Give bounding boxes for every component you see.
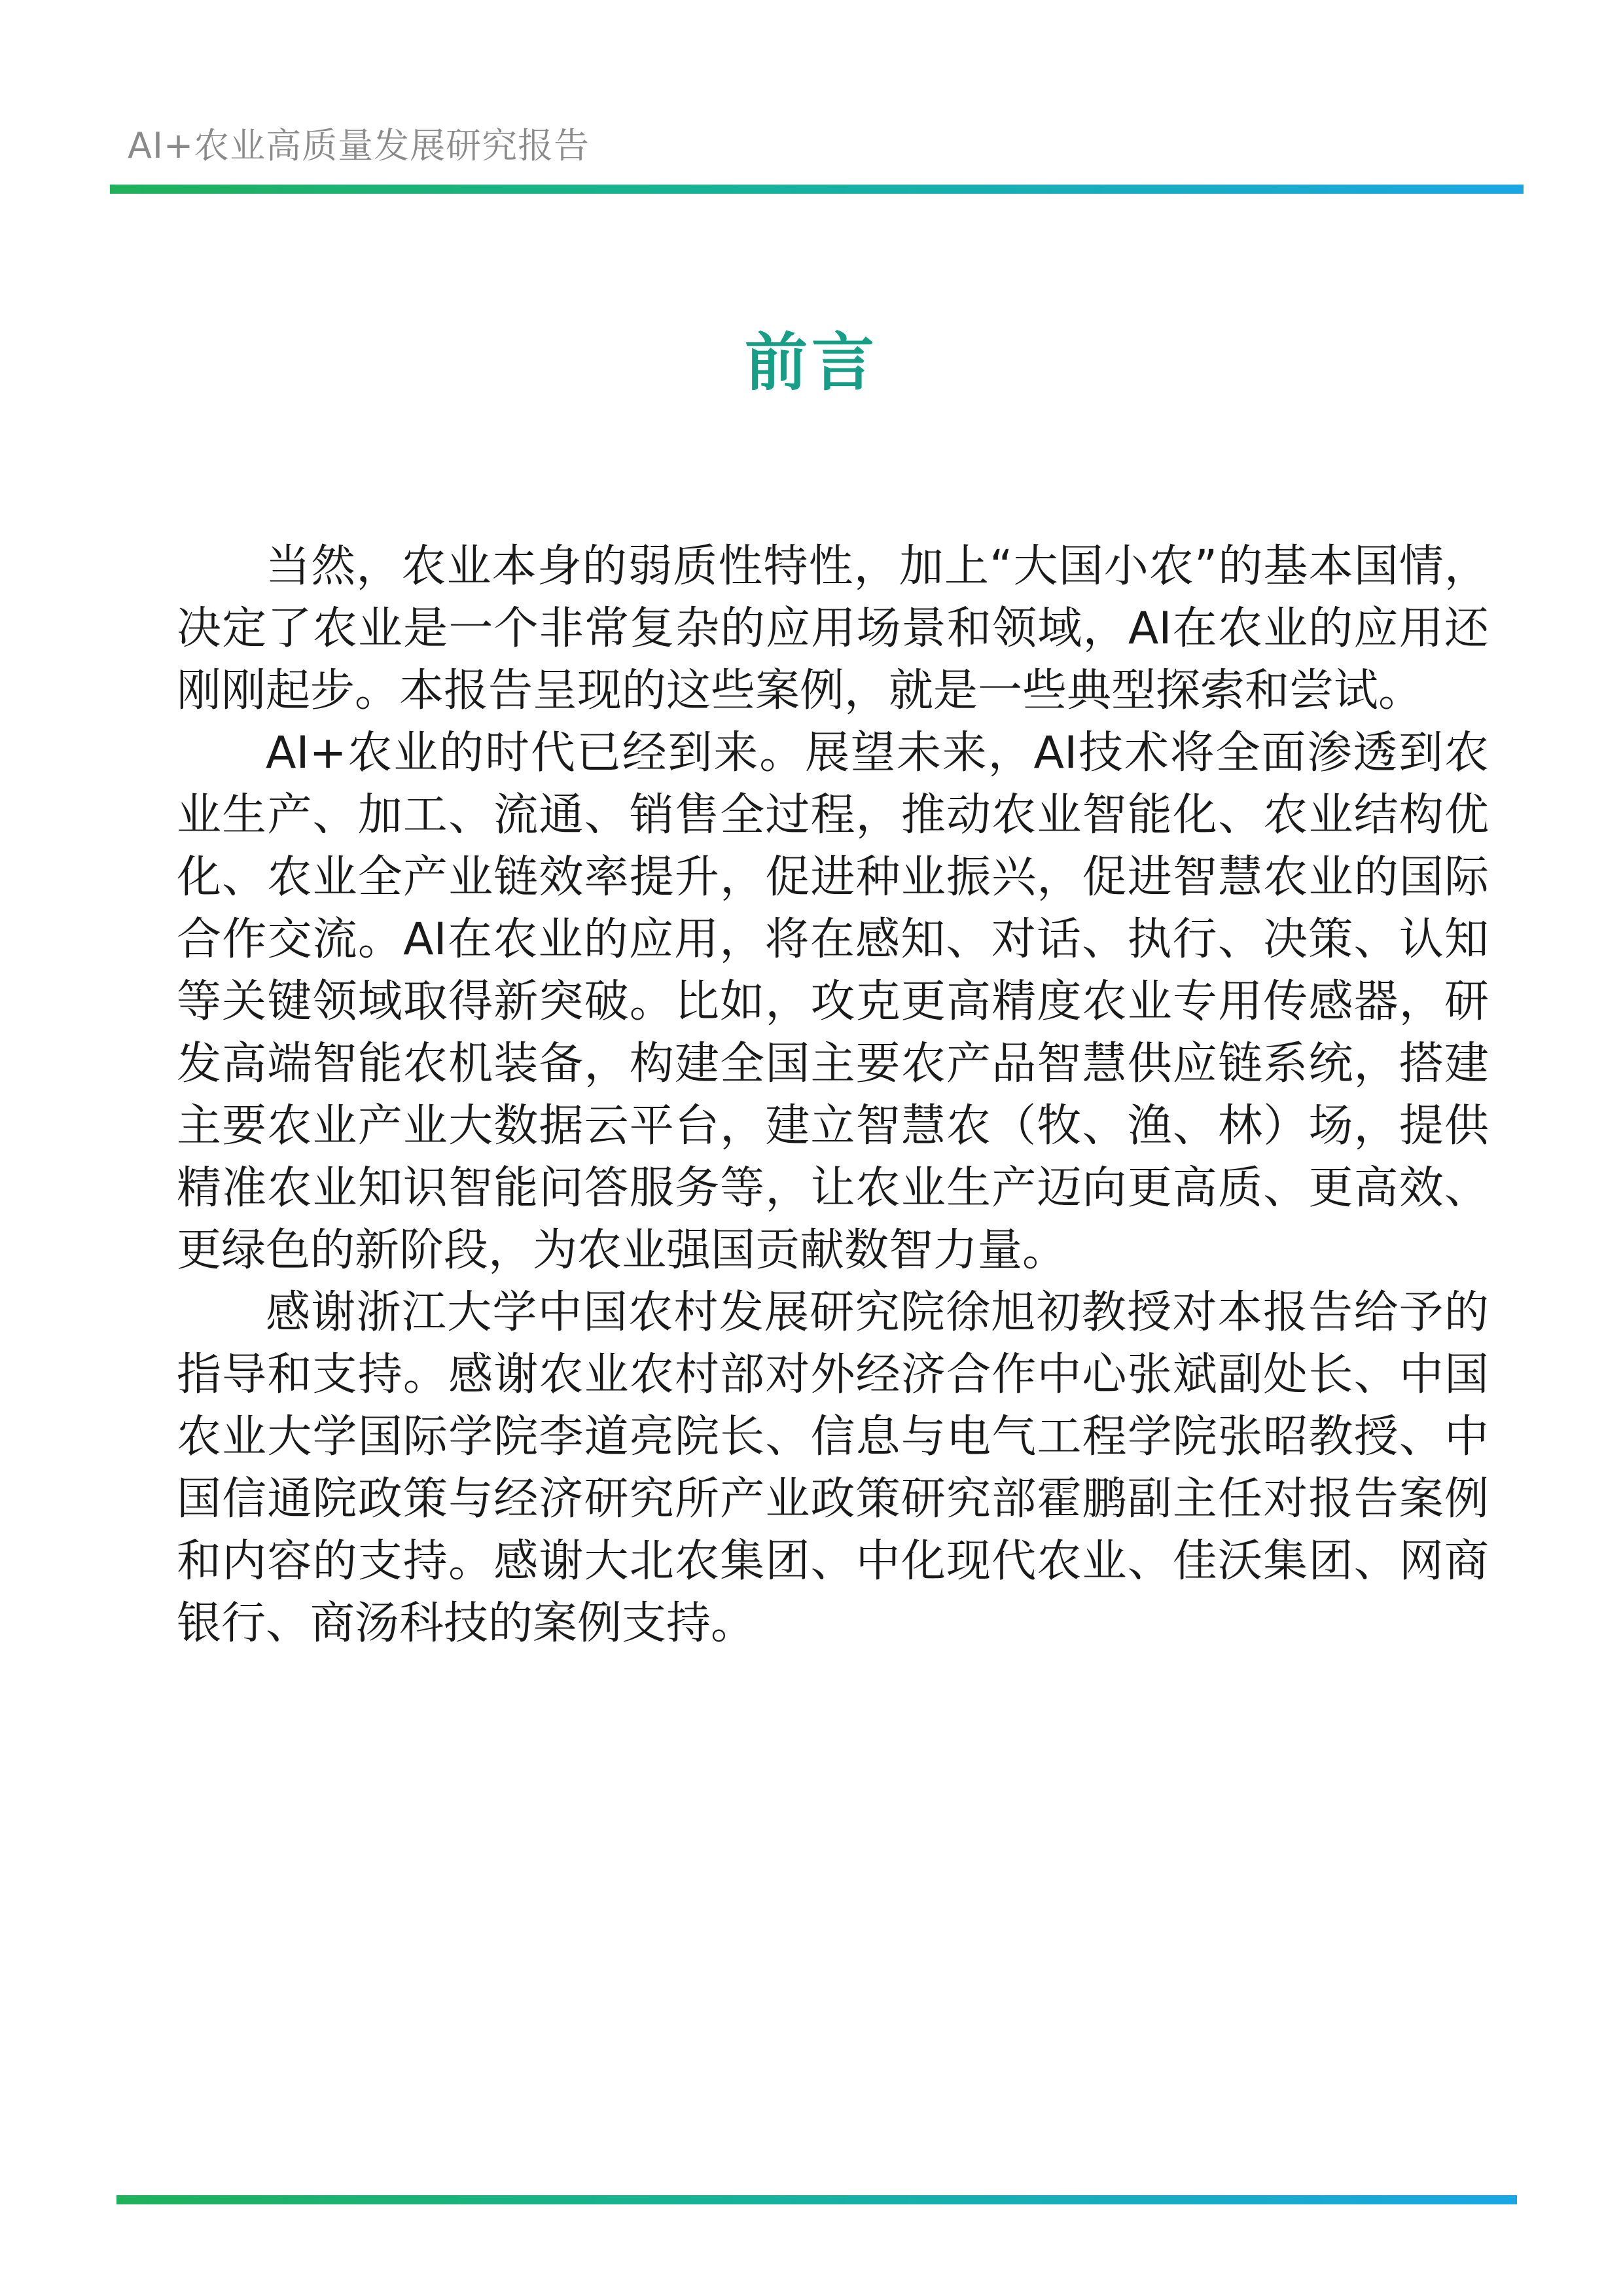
footer-divider xyxy=(116,2195,1517,2204)
header-divider xyxy=(110,185,1524,194)
paragraph-2: AI+农业的时代已经到来。展望未来，AI技术将全面渗透到农业生产、加工、流通、销售全过程，推动农业智能化、农业结构优化、农业全产业链效率提升，促进种业振兴，促进智慧农业的国际合作交流。AI在农业的应用，将在感知、对话、执行、决策、认知等关键领域取得新突破。比如，攻克更高精度农业专用传感器，研发高端智能农机装备，构建全国主要农产品智慧供应链系统，搭建主要农业产业大数据云平台，建立智慧农（牧、渔、林）场，提供精准农业知识智能问答服务等，让农业生产迈向更高质、更高效、更绿色的新阶段，为农业强国贡献数智力量。 xyxy=(177,727,1489,1276)
paragraph-3: 感谢浙江大学中国农村发展研究院徐旭初教授对本报告给予的指导和支持。感谢农业农村部对外经济合作中心张斌副处长、中国农业大学国际学院李道亮院长、信息与电气工程学院张昭教授、中国信通院政策与经济研究所产业政策研究部霍鹏副主任对报告案例和内容的支持。感谢大北农集团、中化现代农业、佳沃集团、网商银行、商汤科技的案例支持。 xyxy=(177,1287,1489,1649)
paragraph-1: 当然，农业本身的弱质性特性，加上“大国小农”的基本国情，决定了农业是一个非常复杂的应用场景和领域，AI在农业的应用还刚刚起步。本报告呈现的这些案例，就是一些典型探索和尝试。 xyxy=(177,541,1489,717)
running-header-title: AI+农业高质量发展研究报告 xyxy=(128,125,590,166)
page-title: 前言 xyxy=(745,326,878,400)
body-text xyxy=(177,535,1489,1655)
